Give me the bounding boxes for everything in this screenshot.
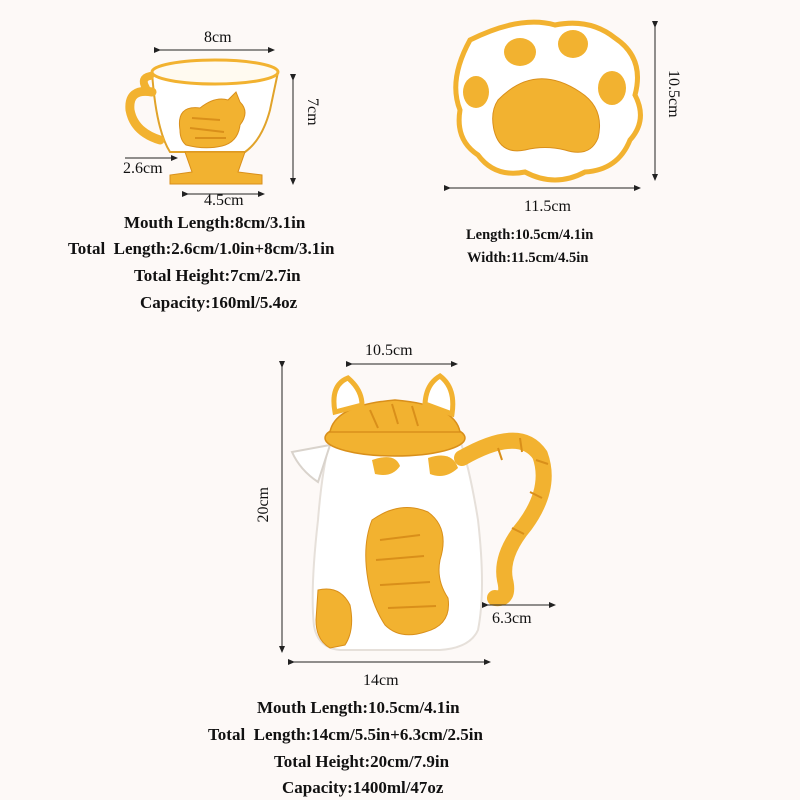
cup-height-label: 7cm <box>304 98 321 126</box>
cup-spec-total-length: Total Length:2.6cm/1.0in+8cm/3.1in <box>68 239 335 258</box>
cup-handle-label: 2.6cm <box>123 160 163 177</box>
teapot-mouth-label: 10.5cm <box>365 342 413 359</box>
plate-height-label: 10.5cm <box>665 70 682 118</box>
teapot-height-label: 20cm <box>255 487 272 523</box>
cup-spec-capacity: Capacity:160ml/5.4oz <box>140 293 298 312</box>
teapot-spec-total-length: Total Length:14cm/5.5in+6.3cm/2.5in <box>208 725 483 744</box>
cup-spec-mouth-length: Mouth Length:8cm/3.1in <box>124 213 306 232</box>
plate-spec-width: Width:11.5cm/4.5in <box>467 250 589 266</box>
plate-width-label: 11.5cm <box>524 198 571 215</box>
teapot-width-label: 14cm <box>363 672 399 689</box>
plate-spec-length: Length:10.5cm/4.1in <box>466 227 594 243</box>
cup-width-label: 8cm <box>204 29 232 46</box>
teapot-handle-label: 6.3cm <box>492 610 532 627</box>
cup-base-label: 4.5cm <box>204 192 244 209</box>
cup-spec-total-height: Total Height:7cm/2.7in <box>134 266 301 285</box>
teapot-spec-capacity: Capacity:1400ml/47oz <box>282 778 444 797</box>
teapot-spec-total-height: Total Height:20cm/7.9in <box>274 752 450 771</box>
teapot-spec-mouth-length: Mouth Length:10.5cm/4.1in <box>257 698 460 717</box>
